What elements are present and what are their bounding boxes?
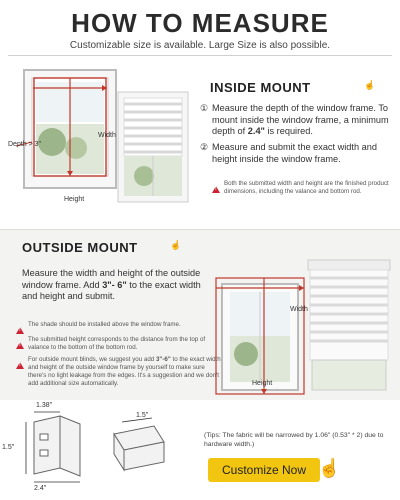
step2-text: Measure and submit the exact width and height inside the window frame.	[212, 142, 377, 164]
note3-bold: 3"-6"	[155, 356, 171, 363]
note3-post: to the exact width and height of the outside window frame by yourself to make sure there's no light leakage from the edges. It's a suggestion and we don't add additional size automatically.	[28, 356, 221, 387]
hand-pointer-icon: ☝	[364, 80, 376, 90]
outside-instructions	[22, 268, 218, 303]
warning-icon	[16, 356, 24, 374]
bracket-dim-height: 1.5"	[2, 444, 15, 451]
outside-mount-title: OUTSIDE MOUNT	[22, 240, 138, 255]
step1-tail: is required.	[267, 126, 313, 136]
click-hand-icon: ☝	[318, 458, 341, 478]
page-subtitle: Customizable size is available. Large Size is also possible.	[69, 40, 331, 51]
tips-text: (Tips: The fabric will be narrowed by 1.06" (0.53" * 2) due to hardware width.)	[204, 432, 384, 448]
warning-icon	[16, 336, 24, 354]
outside-note-3	[28, 356, 224, 388]
outside-text-bold: 3"- 6"	[102, 279, 127, 290]
warning-icon	[212, 180, 220, 198]
outside-note-1: The shade should be installed above the window frame.	[28, 321, 181, 328]
step1-number: ①	[200, 103, 209, 113]
bracket-illustration	[14, 408, 194, 494]
outside-width-label: Width	[290, 306, 308, 313]
height-label: Height	[64, 196, 85, 203]
width-label: Width	[98, 132, 116, 139]
inside-note: Both the submitted width and height are the finished product dimensions, including the valance and bottom rod.	[224, 180, 389, 195]
outside-text-post: to the exact width and height and submit.	[22, 279, 201, 301]
outside-note-2: The submitted height corresponds to the distance from the top of valance to the bottom of the bottom rod.	[28, 336, 206, 351]
step1-main: Measure the depth of the window frame. To mount inside the window frame, a minimum depth of	[212, 103, 389, 136]
step1-text	[212, 103, 390, 138]
note3-pre: For outside mount blinds, we suggest you add	[28, 356, 155, 363]
hand-pointer-icon: ☝	[170, 240, 182, 250]
outside-height-label: Height	[252, 380, 273, 387]
bracket-dim-length: 2.4"	[34, 485, 47, 492]
customize-now-button[interactable]: Customize Now	[208, 458, 320, 482]
outside-text-pre: Measure the width and height of the outside window frame. Add	[22, 268, 201, 290]
page-title: HOW TO MEASURE	[71, 8, 329, 38]
outside-mount-illustration	[212, 256, 398, 400]
step2-number: ②	[200, 142, 209, 152]
inside-mount-title: INSIDE MOUNT	[210, 80, 311, 95]
bracket-dim-side: 1.5"	[136, 412, 149, 419]
header-divider	[8, 55, 392, 56]
step1-bold: 2.4"	[247, 126, 265, 136]
bracket-dim-width: 1.38"	[36, 402, 53, 409]
depth-label: Depth > 3"	[8, 141, 42, 148]
